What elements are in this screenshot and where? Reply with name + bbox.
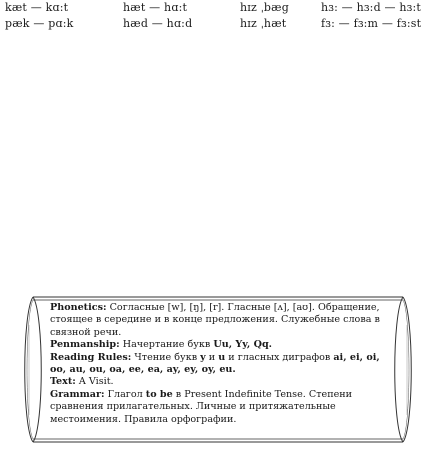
reading-text: Чтение букв xyxy=(131,351,201,363)
phonetics-item xyxy=(50,302,397,339)
grammar-label: Grammar: xyxy=(50,388,105,400)
phonetics-text: Согласные [w], [ŋ], [r]. Гласные [ʌ], [aʊ]. Обращение, стоящее в середине и в конце предложения. Служебные слова в связной речи. xyxy=(50,302,380,338)
penmanship-item xyxy=(50,339,397,351)
phonetics-label: Phonetics: xyxy=(50,302,107,313)
penmanship-label: Penmanship: xyxy=(50,339,120,351)
phonetic-transcription-block xyxy=(5,1,433,33)
penmanship-text: Начертание букв xyxy=(119,339,214,351)
phonetic-cell: hæt — hɑ:t xyxy=(123,1,188,14)
reading-rules-item xyxy=(50,352,397,377)
phonetic-cell: hɜ: — hɜ:d — hɜ:t xyxy=(321,1,422,14)
grammar-item xyxy=(50,389,397,426)
text-item xyxy=(50,376,397,388)
phonetic-cell: kæt — kɑ:t xyxy=(5,1,69,14)
text-title: A Visit. xyxy=(75,376,114,388)
phonetic-row xyxy=(5,1,433,17)
lesson-summary-text xyxy=(50,302,397,426)
text-label: Text: xyxy=(50,376,76,388)
reading-text-2: и гласных диграфов xyxy=(225,351,334,363)
grammar-text-2: в Present Indefinite Tense. Степени сравнения прилагательных. Личные и притяжательные местоимения. Правила орфографии. xyxy=(50,388,353,425)
reading-and: и xyxy=(205,351,219,363)
phonetic-row xyxy=(5,17,433,33)
phonetic-cell: hæd — hɑ:d xyxy=(123,17,193,30)
reading-letter-y: y xyxy=(200,351,206,363)
phonetic-cell: hɪz ˌbæg xyxy=(240,1,289,14)
reading-digraphs: ai, ei, oi, oo, au, ou, oa, ee, ea, ay, ey, oy, eu. xyxy=(50,351,380,376)
phonetic-cell: fɜ: — fɜ:m — fɜ:st xyxy=(321,17,422,30)
lesson-summary-scroll xyxy=(21,295,415,445)
phonetic-cell: hɪz ˌhæt xyxy=(240,17,287,30)
grammar-text-1: Глагол xyxy=(104,388,146,400)
reading-label: Reading Rules: xyxy=(50,351,132,363)
reading-letter-u: u xyxy=(218,351,226,363)
grammar-verb: to be xyxy=(145,388,173,400)
penmanship-letters: Uu, Yy, Qq. xyxy=(213,339,272,351)
phonetic-cell: pæk — pɑ:k xyxy=(5,17,74,30)
